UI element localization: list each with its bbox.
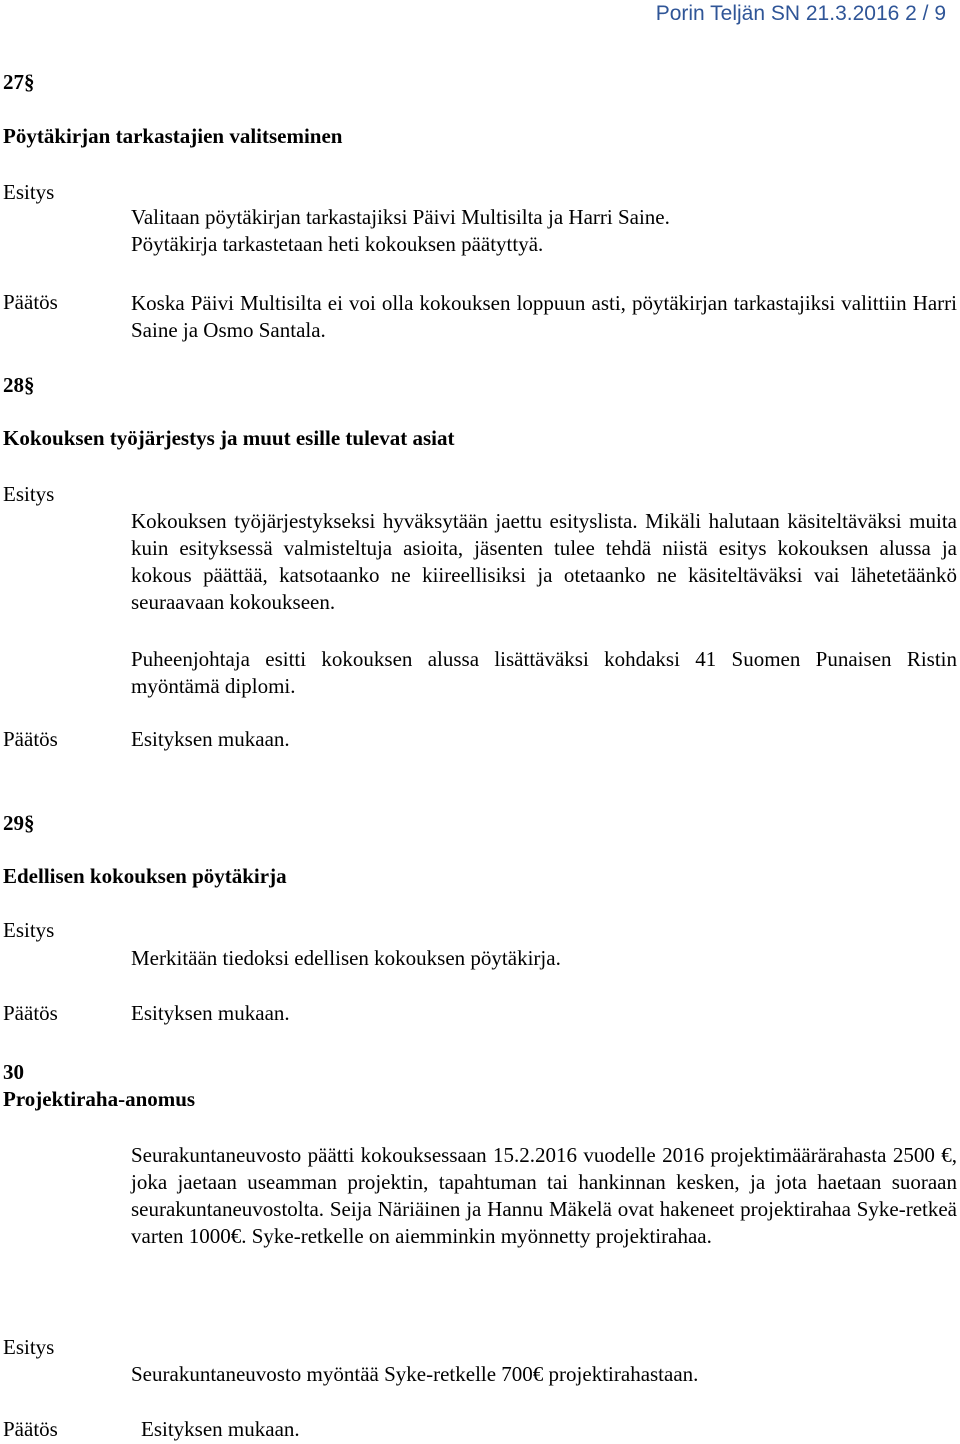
paatos-label: Päätös (3, 1001, 58, 1025)
paatos-label: Päätös (3, 290, 58, 314)
section-sign: § (24, 70, 35, 94)
section-28-esitys-paragraph-2: Puheenjohtaja esitti kokouksen alussa lisättäväksi kohdaksi 41 Suomen Punaisen Ristin myöntämä diplomi. (131, 647, 957, 698)
section-27-paatos-text: Koska Päivi Multisilta ei voi olla kokouksen loppuun asti, pöytäkirjan tarkastajiksi valittiin Harri Saine ja Osmo Santala. (131, 291, 957, 342)
page-header: Porin Teljän SN 21.3.2016 2 / 9 (655, 2, 946, 25)
section-27-title: Pöytäkirjan tarkastajien valitseminen (3, 124, 343, 148)
section-number: 29 (3, 811, 24, 835)
section-30-paatos-text: Esityksen mukaan. (141, 1417, 300, 1441)
section-28-title: Kokouksen työjärjestys ja muut esille tulevat asiat (3, 426, 455, 450)
section-29-number (3, 811, 35, 836)
paatos-label: Päätös (3, 727, 58, 751)
esitys-label: Esitys (3, 482, 55, 506)
esitys-label: Esitys (3, 918, 55, 942)
esitys-label: Esitys (3, 180, 55, 204)
section-number: 27 (3, 70, 24, 94)
section-30-number: 30 (3, 1060, 24, 1084)
paatos-label: Päätös (3, 1417, 58, 1441)
section-29-esitys-text: Merkitään tiedoksi edellisen kokouksen pöytäkirja. (131, 946, 561, 970)
section-sign: § (24, 811, 35, 835)
esitys-label: Esitys (3, 1335, 55, 1359)
section-27-number (3, 70, 35, 95)
section-30-esitys-text: Seurakuntaneuvosto myöntää Syke-retkelle 700€ projektirahastaan. (131, 1362, 699, 1386)
section-27-esitys-line-1: Valitaan pöytäkirjan tarkastajiksi Päivi Multisilta ja Harri Saine. (131, 205, 670, 229)
section-29-paatos-text: Esityksen mukaan. (131, 1001, 290, 1025)
section-27-esitys-line-2: Pöytäkirja tarkastetaan heti kokouksen päätyttyä. (131, 232, 544, 256)
section-sign: § (24, 373, 35, 397)
section-28-number (3, 373, 35, 398)
section-number: 28 (3, 373, 24, 397)
section-30-title: Projektiraha-anomus (3, 1087, 196, 1111)
section-28-paatos-text: Esityksen mukaan. (131, 727, 290, 751)
section-29-title: Edellisen kokouksen pöytäkirja (3, 864, 287, 888)
section-30-intro-paragraph: Seurakuntaneuvosto päätti kokouksessaan 15.2.2016 vuodelle 2016 projektimäärärahasta 2500 €, joka jaetaan useamman projektin, tapahtuman tai hankinnan kesken, ja jota haetaan suoraan seurakuntaneuvostolta. Seija Näriäinen ja Hannu Mäkelä ovat hakeneet projektirahaa Syke-retkeä varten 1000€. Syke-retkelle on aiemminkin myönnetty projektirahaa. (131, 1143, 957, 1248)
section-28-esitys-paragraph-1: Kokouksen työjärjestykseksi hyväksytään jaettu esityslista. Mikäli halutaan käsiteltäväksi muita kuin esityksessä valmisteltuja asioita, jäsenten tulee tehdä niistä esitys kokouksen alussa ja kokous päättää, katsotaanko ne kiireellisiksi ja otetaanko ne käsiteltäväksi vai lähetetäänkö seuraavaan kokoukseen. (131, 509, 957, 614)
